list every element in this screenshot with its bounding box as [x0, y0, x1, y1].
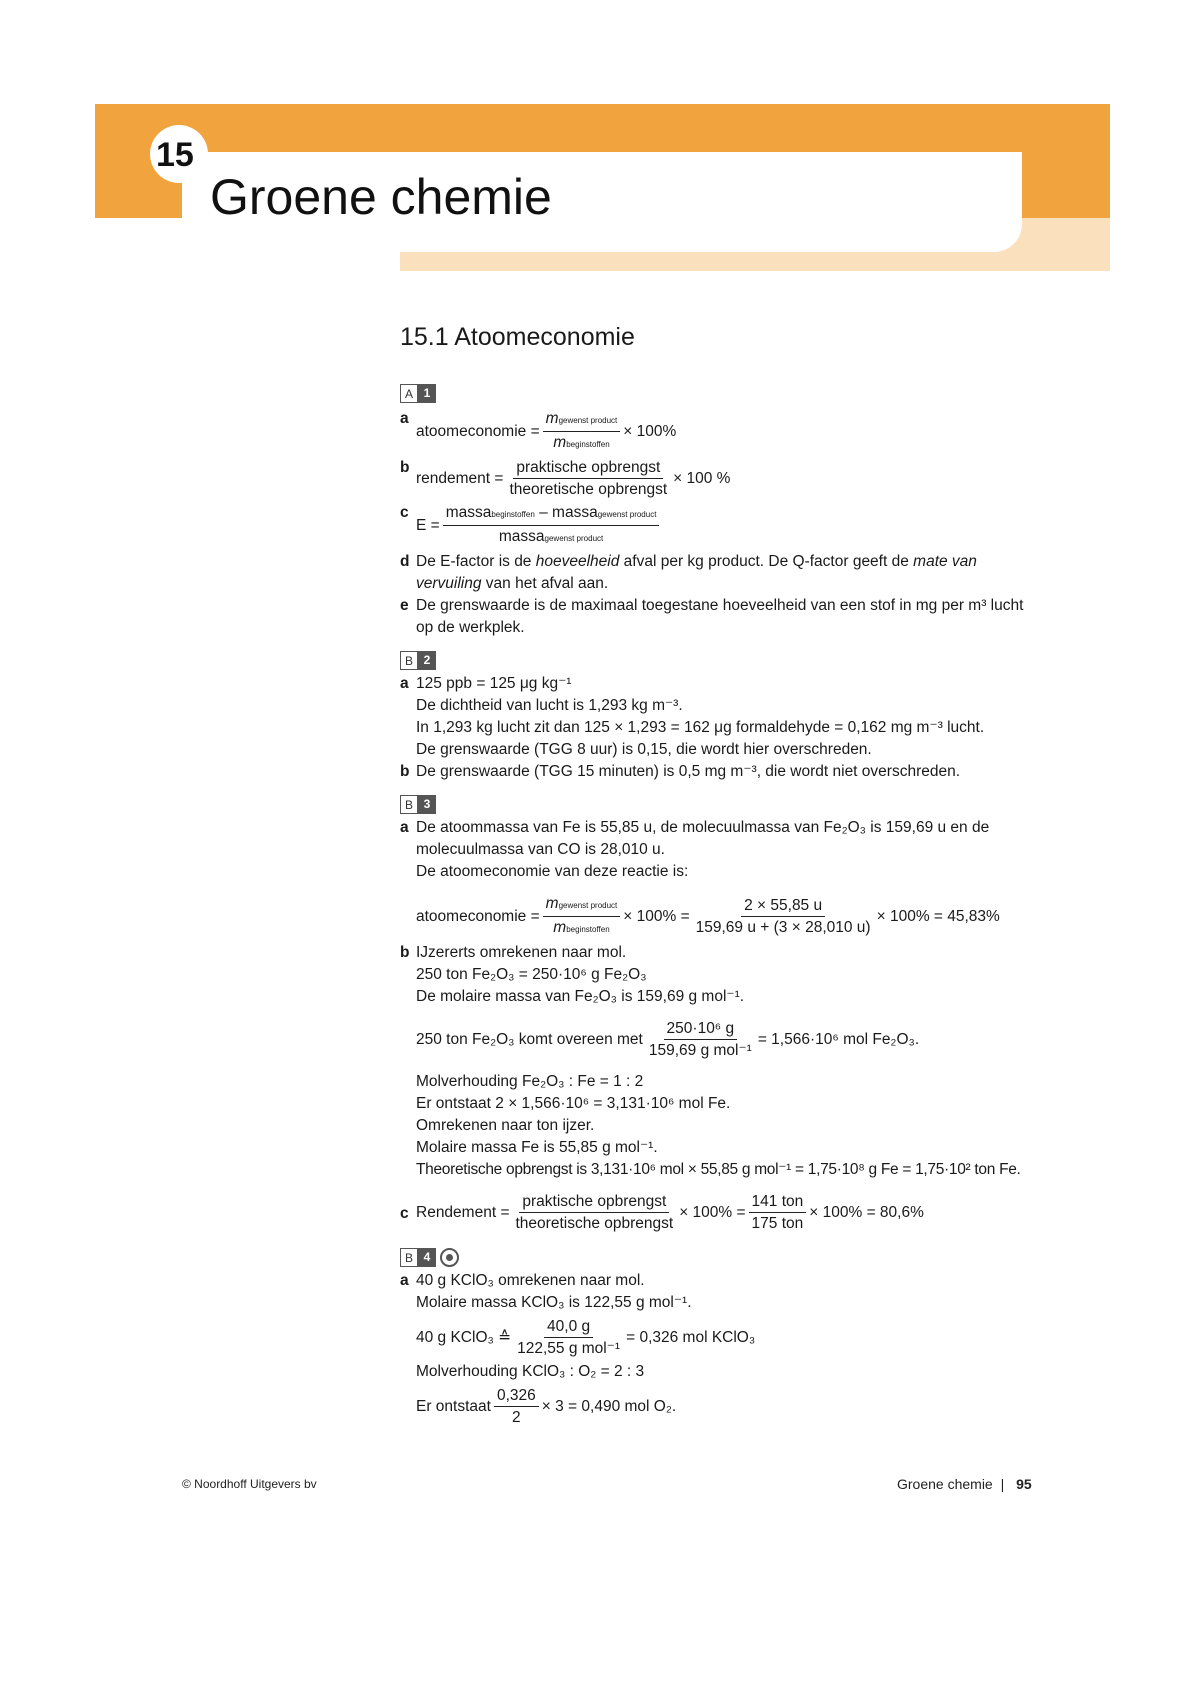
- question-tag-2: B 2: [400, 651, 436, 670]
- chapter-title: Groene chemie: [210, 169, 552, 225]
- target-icon: [440, 1248, 459, 1267]
- chapter-number: 15: [156, 136, 194, 174]
- q1-a: a atoomeconomie = $\frac{\text{mgewenst product}}{\text{mbeginstoffen}}$ × 100%: [400, 408, 1040, 455]
- q1-e: e De grenswaarde is de maximaal toegestane hoeveelheid van een stof in mg per m³ lucht op de werkplek.: [400, 597, 1024, 636]
- fraction: $\frac{\text{mgewenst product}}{\text{mbeginstoffen}}$: [543, 893, 621, 940]
- q2-a: a 125 ppb = 125 μg kg⁻¹ De dichtheid van lucht is 1,293 kg m⁻³. In 1,293 kg lucht zit dan 125 × 1,293 = 162 μg formaldehyde = 0,162 mg m⁻³ lucht. De grenswaarde (TGG 8 uur) is 0,15, die wordt hier overschreden.: [400, 675, 985, 758]
- fraction: $\frac{\text{141 ton}}{\text{175 ton}}$: [749, 1191, 807, 1234]
- q3-a: a De atoommassa van Fe is 55,85 u, de molecuulmassa van Fe₂O₃ is 159,69 u en de molecuulmassa van CO is 28,010 u. De atoomeconomie van deze reactie is: atoomeconomie = $\frac{\text{mgewenst product}}{\text{mbeginstoffen}}$ × 100% = $\frac{2 \times 55,85 u}{159,69 u + (3 \times 28,010 u)}$ × 100% = 45,83%: [400, 817, 1040, 940]
- q3-c: c Rendement = $\frac{\text{praktische opbrengst}}{\text{theoretische opbrengst}}$ × 100% = $\frac{\text{141 ton}}{\text{175 ton}}$ × 100% = 80,6%: [400, 1193, 924, 1232]
- q1-d: d De E-factor is de hoeveelheid afval per kg product. De Q-factor geeft de mate van vervuiling van het afval aan.: [400, 553, 977, 592]
- q4-a: a 40 g KClO₃ omrekenen naar mol. Molaire massa KClO₃ is 122,55 g mol⁻¹. 40 g KClO₃ ≙ $\frac{40,0 g}{\text{122,55 g mol⁻¹}}$ = 0,326 mol KClO₃ Molverhouding KClO₃ : O₂ = 2 : 3 Er ontstaat $\frac{0,326}{2}$ × 3 = 0,490 mol O₂.: [400, 1272, 756, 1426]
- fraction: $\frac{\text{mgewenst product}}{\text{mbeginstoffen}}$: [543, 408, 621, 455]
- publisher-credit: © Noordhoff Uitgevers bv: [182, 1477, 317, 1491]
- question-tag-3: B 3: [400, 795, 436, 814]
- section-title: 15.1 Atoomeconomie: [400, 323, 635, 351]
- fraction: $\frac{\text{250·10⁶ g}}{\text{159,69 g mol⁻¹}}$: [648, 1020, 752, 1059]
- question-tag-4: B 4: [400, 1248, 459, 1267]
- running-title: Groene chemie: [897, 1476, 993, 1492]
- q2-b: b De grenswaarde (TGG 15 minuten) is 0,5 mg m⁻³, die wordt niet overschreden.: [400, 763, 961, 780]
- fraction: $\frac{2 \times 55,85 u}{159,69 u + (3 \times 28,010 u)}$: [695, 897, 871, 936]
- page-number: 95: [1016, 1476, 1032, 1492]
- fraction: $\frac{\text{massabeginstoffen – massagewenst product}}{\text{massagewenst product}}$: [443, 502, 660, 549]
- q1-c: c E = $\frac{\text{massabeginstoffen – massagewenst product}}{\text{massagewenst product}}$: [400, 502, 1040, 549]
- fraction: $\frac{40,0 g}{\text{122,55 g mol⁻¹}}$: [517, 1318, 621, 1357]
- fraction: $\frac{0,326}{2}$: [494, 1385, 539, 1428]
- running-footer: [897, 1476, 1032, 1492]
- main-content: [400, 322, 1040, 1430]
- fraction: $\frac{\text{praktische opbrengst}}{\text{theoretische opbrengst}}$: [509, 459, 668, 498]
- footer-separator: |: [1000, 1476, 1005, 1492]
- q3-b: b IJzererts omrekenen naar mol. 250 ton Fe₂O₃ = 250·10⁶ g Fe₂O₃ De molaire massa van Fe₂O₃ is 159,69 g mol⁻¹. 250 ton Fe₂O₃ komt overeen met $\frac{\text{250·10⁶ g}}{\text{159,69 g mol⁻¹}}$ = 1,566·10⁶ mol Fe₂O₃. Molverhouding Fe₂O₃ : Fe = 1 : 2 Er ontstaat 2 × 1,566·10⁶ = 3,131·10⁶ mol Fe. Omrekenen naar ton ijzer. Molaire massa Fe is 55,85 g mol⁻¹. Theoretische opbrengst is 3,131·10⁶ mol × 55,85 g mol⁻¹ = 1,75·10⁸ g Fe = 1,75·10² ton Fe.: [400, 944, 1021, 1178]
- question-tag-1: A 1: [400, 384, 436, 403]
- fraction: $\frac{\text{praktische opbrengst}}{\text{theoretische opbrengst}}$: [515, 1193, 674, 1232]
- q1-b: b rendement = $\frac{\text{praktische opbrengst}}{\text{theoretische opbrengst}}$ × 100 %: [400, 459, 731, 498]
